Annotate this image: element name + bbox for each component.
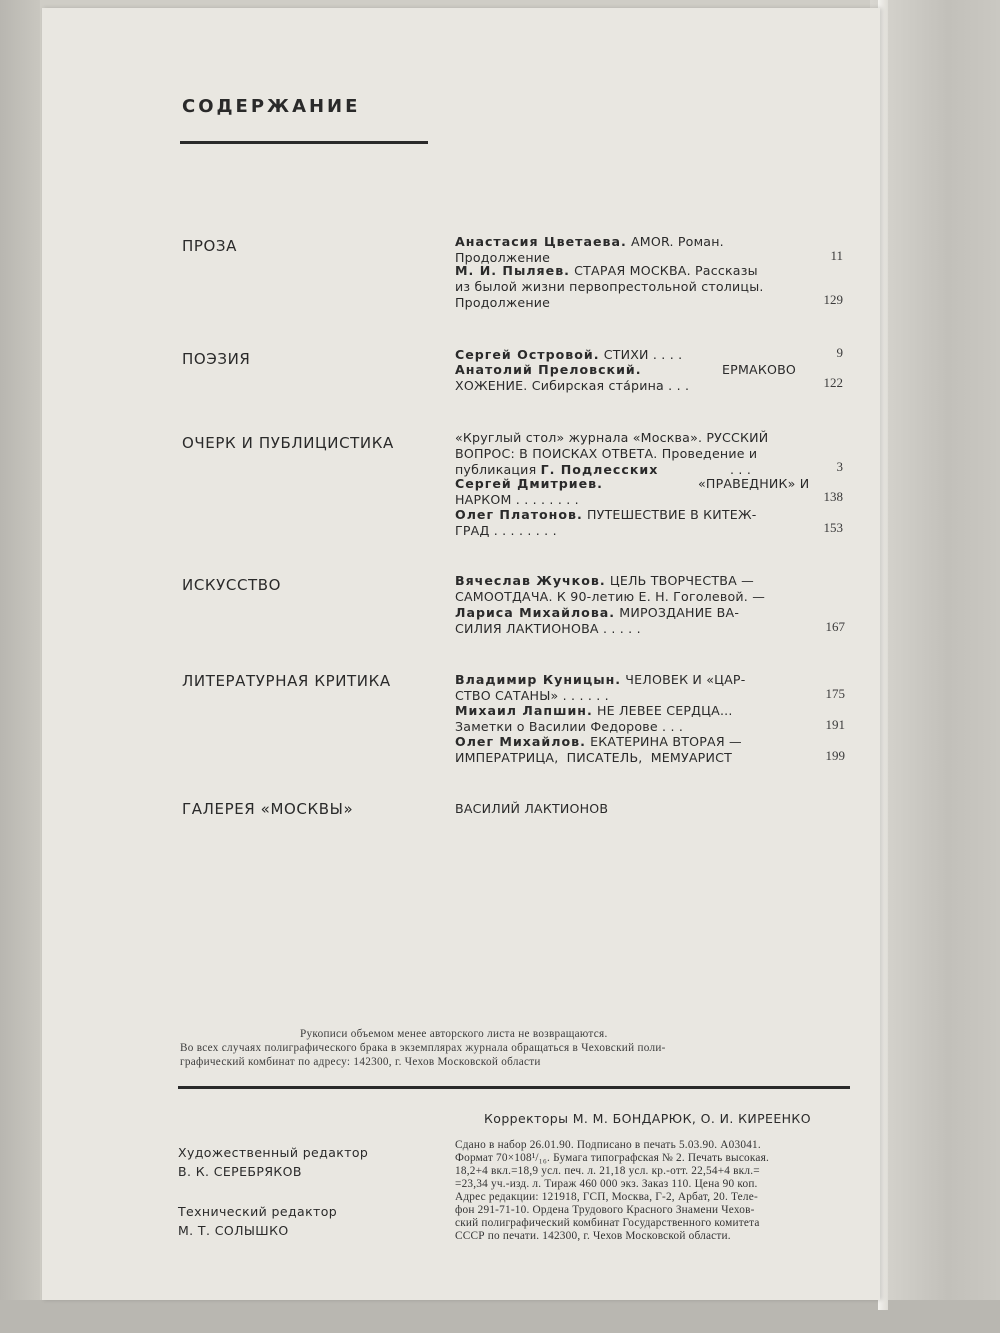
entry-title: ЕРМАКОВО: [722, 362, 797, 377]
title-rule: [180, 141, 428, 144]
entry-text: публикация: [455, 462, 537, 477]
entry-author: Олег Михайлов.: [455, 734, 586, 749]
entry-title: AMOR. Роман.: [630, 234, 724, 249]
entry-author: Михаил Лапшин.: [455, 703, 593, 718]
entry-title: СТАРАЯ МОСКВА. Рассказы: [574, 263, 758, 278]
entry-author: Владимир Куницын.: [455, 672, 622, 687]
toc-entry-line: ГРАД . . . . . . . .: [455, 523, 557, 538]
book-page: [42, 8, 880, 1300]
toc-entry-line: СТВО САТАНЫ» . . . . . .: [455, 688, 609, 703]
imprint-line: фон 291-71-10. Ордена Трудового Красного Знамени Чехов-: [455, 1204, 755, 1216]
toc-entry: [455, 733, 742, 750]
imprint-line: =23,34 уч.-изд. л. Тираж 460 000 экз. Заказ 110. Цена 90 коп.: [455, 1178, 758, 1190]
tech-editor-name: М. Т. СОЛЫШКО: [178, 1223, 289, 1238]
toc-entry-line: из былой жизни первопрестольной столицы.: [455, 279, 764, 294]
entry-author: Сергей Островой.: [455, 347, 600, 362]
entry-title: МИРОЗДАНИЕ ВА-: [619, 605, 740, 620]
page-number: 3: [836, 459, 843, 474]
notice-line: Рукописи объемом менее авторского листа не возвращаются.: [300, 1028, 608, 1040]
toc-entry-line: СИЛИЯ ЛАКТИОНОВА . . . . .: [455, 621, 641, 636]
entry-title: ЦЕЛЬ ТВОРЧЕСТВА —: [609, 573, 754, 588]
toc-entry: [455, 475, 603, 492]
correctors: Корректоры М. М. БОНДАРЮК, О. И. КИРЕЕНКО: [484, 1111, 811, 1126]
entry-author: Г. Подлесских: [540, 462, 659, 477]
entry-title: СТИХИ . . . .: [603, 347, 683, 362]
toc-entry: [455, 671, 745, 688]
toc-entry-line: Продолжение: [455, 295, 551, 310]
entry-author: Сергей Дмитриев.: [455, 476, 603, 491]
section-iskusstvo: ИСКУССТВО: [182, 576, 282, 594]
entry-author: Анастасия Цветаева.: [455, 234, 627, 249]
toc-entry-line: ИМПЕРАТРИЦА, ПИСАТЕЛЬ, МЕМУАРИСТ: [455, 750, 732, 765]
art-editor-name: В. К. СЕРЕБРЯКОВ: [178, 1164, 302, 1179]
toc-entry-line: ВОПРОС: В ПОИСКАХ ОТВЕТА. Проведение и: [455, 446, 758, 461]
section-proza: ПРОЗА: [182, 237, 238, 255]
section-kritika: ЛИТЕРАТУРНАЯ КРИТИКА: [182, 672, 391, 690]
imprint-line: Сдано в набор 26.01.90. Подписано в печать 5.03.90. А03041.: [455, 1139, 761, 1151]
background-bottom: [0, 1300, 1000, 1333]
entry-author: М. И. Пыляев.: [455, 263, 570, 278]
toc-title: СОДЕРЖАНИЕ: [182, 96, 361, 117]
background-right: [870, 0, 1000, 1333]
art-editor-label: Художественный редактор: [178, 1145, 369, 1160]
toc-entry-line: ВАСИЛИЙ ЛАКТИОНОВ: [455, 801, 609, 816]
bottom-rule: [178, 1086, 850, 1089]
section-galereya: ГАЛЕРЕЯ «МОСКВЫ»: [182, 800, 354, 818]
background-left: [0, 0, 40, 1333]
toc-entry-line: САМООТДАЧА. К 90-летию Е. Н. Гоголевой. —: [455, 589, 765, 604]
tech-editor-label: Технический редактор: [178, 1204, 338, 1219]
entry-author: Олег Платонов.: [455, 507, 583, 522]
toc-entry: [455, 506, 756, 523]
page-number: 11: [830, 248, 843, 263]
entry-title: «ПРАВЕДНИК» И: [698, 476, 810, 491]
toc-entry: [455, 572, 754, 589]
entry-title: НЕ ЛЕВЕЕ СЕРДЦА...: [596, 703, 733, 718]
entry-author: Вячеслав Жучков.: [455, 573, 606, 588]
entry-title: ЕКАТЕРИНА ВТОРАЯ —: [590, 734, 742, 749]
page-number: 129: [823, 292, 843, 307]
toc-entry-line: Продолжение: [455, 250, 551, 265]
leader-dots: . . .: [730, 462, 752, 477]
page-number: 199: [825, 748, 845, 763]
notice-line: Во всех случаях полиграфического брака в экземплярах журнала обращаться в Чеховский поли-: [180, 1042, 666, 1054]
toc-entry: [455, 262, 758, 279]
imprint-line: Адрес редакции: 121918, ГСП, Москва, Г-2, Арбат, 20. Теле-: [455, 1191, 758, 1203]
toc-entry-line: Заметки о Василии Федорове . . .: [455, 719, 684, 734]
toc-entry-line: НАРКОМ . . . . . . . .: [455, 492, 579, 507]
toc-entry-line: ХОЖЕНИЕ. Сибирская ста́рина . . .: [455, 378, 690, 393]
imprint-line: 18,2+4 вкл.=18,9 усл. печ. л. 21,18 усл. кр.-отт. 22,54+4 вкл.=: [455, 1165, 760, 1177]
page-number: 138: [823, 489, 843, 504]
toc-entry: [455, 233, 724, 250]
toc-entry: [455, 361, 642, 378]
page-number: 167: [825, 619, 845, 634]
imprint-line: Формат 70×108¹/₁₆. Бумага типографская № 2. Печать высокая.: [455, 1152, 770, 1164]
notice-line: графический комбинат по адресу: 142300, г. Чехов Московской области: [180, 1056, 541, 1068]
page-number: 175: [825, 686, 845, 701]
entry-title: ЧЕЛОВЕК И «ЦАР-: [625, 672, 746, 687]
entry-title: ПУТЕШЕСТВИЕ В КИТЕЖ-: [586, 507, 757, 522]
page-number: 153: [823, 520, 843, 535]
section-ocherk: ОЧЕРК И ПУБЛИЦИСТИКА: [182, 434, 394, 452]
page-number: 9: [836, 345, 843, 360]
page-number: 191: [825, 717, 845, 732]
toc-entry-line: «Круглый стол» журнала «Москва». РУССКИЙ: [455, 430, 769, 445]
toc-entry: [455, 702, 733, 719]
imprint-line: ский полиграфический комбинат Государственного комитета: [455, 1217, 760, 1229]
entry-author: Лариса Михайлова.: [455, 605, 616, 620]
imprint-line: СССР по печати. 142300, г. Чехов Московской области.: [455, 1230, 731, 1242]
section-poeziya: ПОЭЗИЯ: [182, 350, 251, 368]
page-number: 122: [823, 375, 843, 390]
entry-author: Анатолий Преловский.: [455, 362, 642, 377]
toc-entry: [455, 604, 739, 621]
